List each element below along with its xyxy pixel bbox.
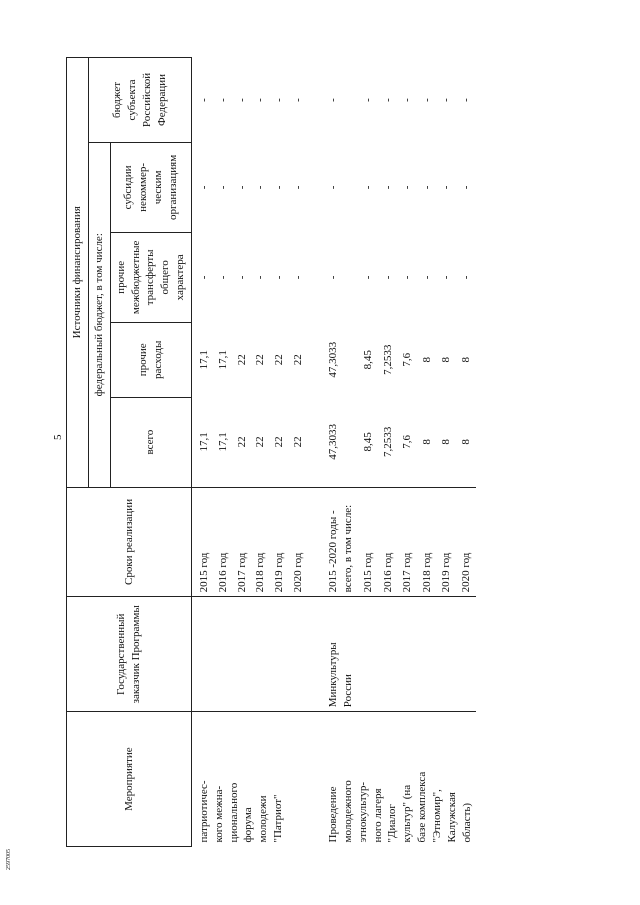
transfers-cell: - (273, 275, 286, 280)
total-cell: 8 (459, 439, 472, 445)
event-line: кого межна- (212, 785, 225, 843)
header-subject-budget: бюджет субъекта Российской Федерации (88, 58, 191, 143)
other-cell: 17,1 (197, 350, 210, 370)
table-header (67, 58, 192, 847)
other-cell: 47,3033 (326, 341, 339, 378)
header-terms: Сроки реализации (67, 487, 192, 597)
subject-cell: - (273, 98, 286, 102)
subsidies-cell: - (420, 185, 433, 190)
subject-cell: - (381, 98, 394, 102)
transfers-cell: - (326, 275, 339, 280)
other-cell: 7,6 (401, 352, 414, 367)
term-cell: 2017 год (398, 487, 418, 597)
header-event: Мероприятие (67, 712, 192, 847)
event-line: этнокультур- (356, 781, 369, 843)
header-customer: Государственный заказчик Программы (67, 597, 192, 712)
other-cell: 22 (292, 354, 305, 366)
event-line: "Диалог (386, 804, 399, 843)
total-cell: 22 (292, 436, 305, 448)
transfers-cell: - (254, 275, 267, 280)
funding-table-container (66, 57, 566, 847)
subject-cell: - (235, 98, 248, 102)
total-cell: 22 (254, 436, 267, 448)
term-cell: 2015 год (359, 487, 379, 597)
event-line: Проведение (326, 786, 339, 843)
other-cell: 22 (254, 354, 267, 366)
subsidies-cell: - (235, 185, 248, 190)
transfers-cell: - (381, 275, 394, 280)
header-other-expenses: прочие расходы (110, 322, 191, 397)
total-cell: 8 (420, 439, 433, 445)
customer-cell (191, 597, 308, 712)
term-cell: 2019 год (437, 487, 457, 597)
total-cell: 8,45 (362, 432, 375, 452)
other-cell: 22 (235, 354, 248, 366)
table-row (308, 58, 359, 847)
subsidies-cell: - (401, 185, 414, 190)
total-cell: 17,1 (216, 432, 229, 452)
event-line: Калужская (445, 792, 458, 843)
other-cell: 8 (459, 357, 472, 363)
total-cell: 7,2533 (381, 426, 394, 458)
event-cell (308, 712, 476, 847)
transfers-cell: - (459, 275, 472, 280)
event-line: форума (242, 807, 255, 843)
table-row (191, 58, 213, 847)
other-cell: 8 (440, 357, 453, 363)
total-cell: 47,3033 (326, 424, 339, 460)
header-total: всего (110, 397, 191, 487)
transfers-cell: - (235, 275, 248, 280)
subsidies-cell: - (362, 185, 375, 190)
subject-cell: - (254, 98, 267, 102)
transfers-cell: - (292, 275, 305, 280)
subject-cell: - (401, 98, 414, 102)
subsidies-cell: - (216, 185, 229, 190)
event-line: патриотичес- (197, 780, 210, 843)
event-line: "Этномир", (430, 789, 443, 843)
other-cell: 8 (420, 357, 433, 363)
customer-cell (308, 597, 476, 712)
event-cell (191, 712, 308, 847)
term-cell: 2017 год (233, 487, 252, 597)
total-cell: 22 (235, 436, 248, 448)
funding-table (66, 57, 476, 847)
subsidies-cell: - (440, 185, 453, 190)
event-line: область) (460, 802, 473, 843)
header-funding: Источники финансирования (67, 58, 89, 488)
subject-cell: - (440, 98, 453, 102)
term-cell: 2020 год (457, 487, 477, 597)
transfers-cell: - (440, 275, 453, 280)
transfers-cell: - (216, 275, 229, 280)
term-cell: 2018 год (251, 487, 270, 597)
subsidies-cell: - (254, 185, 267, 190)
transfers-cell: - (401, 275, 414, 280)
header-transfers: прочие межбюджетные трансферты общего характера (110, 232, 191, 322)
other-cell: 7,2533 (381, 344, 394, 375)
subject-cell: - (292, 98, 305, 102)
document-code: 2597005 (6, 849, 12, 870)
total-cell: 7,6 (401, 435, 414, 449)
event-line: базе комплекса (416, 771, 429, 843)
term-cell: 2015 год (191, 487, 213, 597)
page-number: 5 (52, 434, 64, 440)
subsidies-cell: - (292, 185, 305, 190)
subsidies-cell: - (381, 185, 394, 190)
other-cell: 22 (273, 354, 286, 366)
customer-line: Минкультуры (326, 642, 339, 708)
transfers-cell: - (197, 275, 210, 280)
subsidies-cell: - (459, 185, 472, 190)
term-cell: 2020 год (289, 487, 308, 597)
total-cell: 17,1 (197, 432, 210, 452)
event-line: молодежного (341, 780, 354, 843)
subsidies-cell: - (273, 185, 286, 190)
subsidies-cell: - (197, 185, 210, 190)
transfers-cell: - (420, 275, 433, 280)
term-cell: 2018 год (418, 487, 438, 597)
subject-cell: - (216, 98, 229, 102)
event-line: ционального (227, 782, 240, 843)
event-line: ного лагеря (371, 788, 384, 843)
table-body (191, 58, 476, 847)
subject-cell: - (197, 98, 210, 102)
event-line: "Патриот" (272, 794, 285, 843)
event-line: культур" (на (401, 784, 414, 843)
subject-cell: - (362, 98, 375, 102)
term-cell: 2016 год (379, 487, 399, 597)
transfers-cell: - (362, 275, 375, 280)
header-subsidies: субсидии некоммер-ческим организациям (110, 142, 191, 232)
subject-cell: - (459, 98, 472, 102)
term-summary-cell: 2015 -2020 годы - всего, в том числе: (308, 487, 359, 597)
customer-line: России (341, 674, 354, 708)
subsidies-cell: - (326, 185, 339, 190)
total-cell: 22 (273, 436, 286, 448)
subject-cell: - (326, 98, 339, 102)
subject-cell: - (420, 98, 433, 102)
term-cell: 2019 год (270, 487, 289, 597)
header-federal: федеральный бюджет, в том числе: (88, 142, 110, 487)
term-cell: 2016 год (214, 487, 233, 597)
total-cell: 8 (440, 439, 453, 445)
other-cell: 8,45 (362, 350, 375, 370)
event-line: молодежи (257, 795, 270, 843)
other-cell: 17,1 (216, 350, 229, 370)
